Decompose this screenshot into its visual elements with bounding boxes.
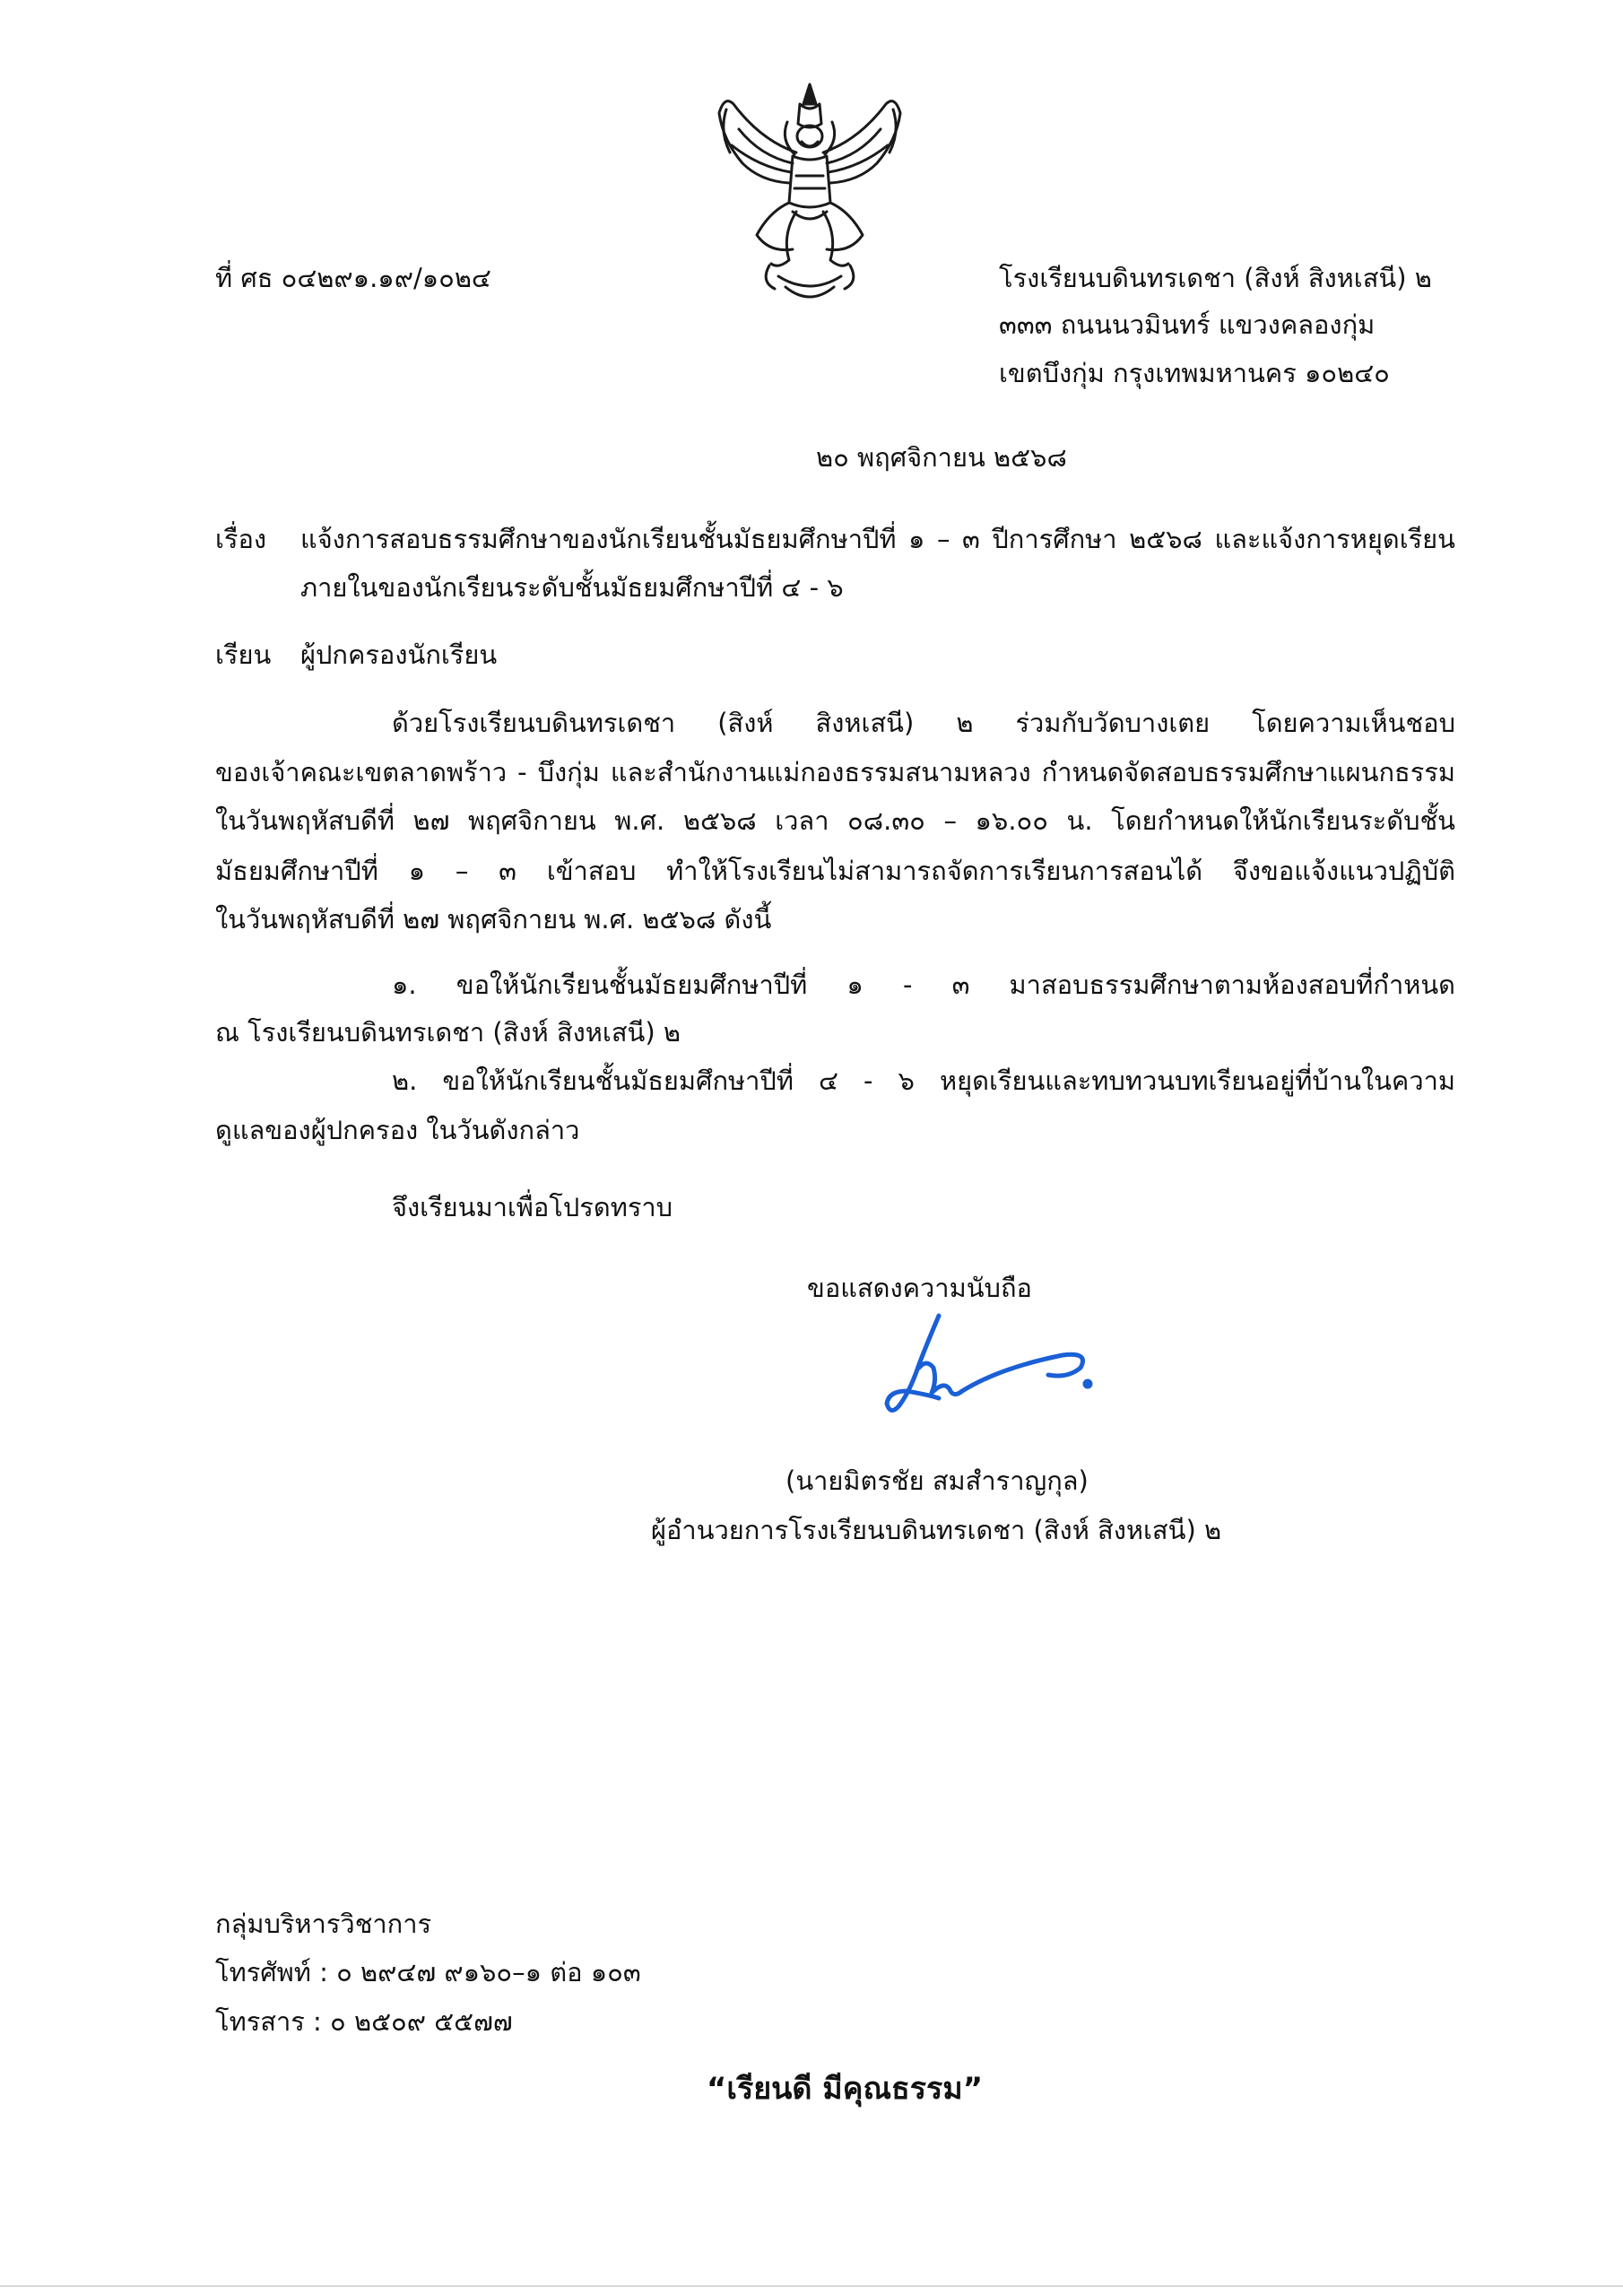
regards-text: ขอแสดงความนับถือ [807, 1273, 1032, 1303]
address-line: โรงเรียนบดินทรเดชา (สิงห์ สิงหเสนี) ๒ [999, 263, 1432, 293]
signatory-name: (นายมิตรชัย สมสำราญกุล) [785, 1465, 1089, 1496]
subject-line: แจ้งการสอบธรรมศึกษาของนักเรียนชั้นมัธยมศึกษาปีที่ ๑ – ๓ ปีการศึกษา ๒๕๖๘ และแจ้งการหยุดเรียน [300, 524, 1455, 554]
body-line: มัธยมศึกษาปีที่ ๑ – ๓ เข้าสอบ ทำให้โรงเรียนไม่สามารถจัดการเรียนการสอนได้ จึงขอแจ้งแนวปฏิบัติ [215, 856, 1455, 886]
department-name: กลุ่มบริหารวิชาการ [215, 1909, 432, 1939]
body-line: ในวันพฤหัสบดีที่ ๒๗ พฤศจิกายน พ.ศ. ๒๕๖๘ ดังนี้ [215, 904, 772, 935]
fax-number: โทรสาร : ๐ ๒๕๐๙ ๕๕๗๗ [215, 2006, 513, 2037]
garuda-emblem [707, 77, 913, 312]
body-line: ด้วยโรงเรียนบดินทรเดชา (สิงห์ สิงหเสนี) ๒ ร่วมกับวัดบางเตย โดยความเห็นชอบ [392, 708, 1455, 738]
salutation-label: เรียน [215, 639, 272, 670]
phone-number: โทรศัพท์ : ๐ ๒๙๔๗ ๙๑๖๐–๑ ต่อ ๑๐๓ [215, 1957, 641, 1987]
letter-date: ๒๐ พฤศจิกายน ๒๕๖๘ [816, 442, 1067, 473]
salutation-recipient: ผู้ปกครองนักเรียน [300, 639, 498, 670]
item-line: ๒. ขอให้นักเรียนชั้นมัธยมศึกษาปีที่ ๔ - ๖ หยุดเรียนและทบทวนบทเรียนอยู่ที่บ้านในความ [392, 1065, 1455, 1096]
item-line: ๑. ขอให้นักเรียนชั้นมัธยมศึกษาปีที่ ๑ - ๓ มาสอบธรรมศึกษาตามห้องสอบที่กำหนด [392, 970, 1455, 1000]
subject-line: ภายในของนักเรียนระดับชั้นมัธยมศึกษาปีที่ ๔ - ๖ [300, 572, 844, 603]
address-line: เขตบึงกุ่ม กรุงเทพมหานคร ๑๐๒๔๐ [999, 358, 1390, 388]
school-motto: “เรียนดี มีคุณธรรม” [707, 2071, 984, 2107]
reference-number: ที่ ศธ ๐๔๒๙๑.๑๙/๑๐๒๔ [215, 263, 491, 293]
address-line: ๓๓๓ ถนนนวมินทร์ แขวงคลองกุ่ม [999, 309, 1376, 340]
item-line: ดูแลของผู้ปกครอง ในวันดังกล่าว [215, 1115, 580, 1145]
handwritten-signature [856, 1305, 1098, 1439]
subject-label: เรื่อง [215, 524, 267, 554]
scan-edge [0, 2285, 1623, 2287]
item-line: ณ โรงเรียนบดินทรเดชา (สิงห์ สิงหเสนี) ๒ [215, 1017, 681, 1048]
closing-line: จึงเรียนมาเพื่อโปรดทราบ [392, 1192, 673, 1222]
signatory-position: ผู้อำนวยการโรงเรียนบดินทรเดชา (สิงห์ สิงหเสนี) ๒ [651, 1515, 1222, 1545]
body-line: ในวันพฤหัสบดีที่ ๒๗ พฤศจิกายน พ.ศ. ๒๕๖๘ เวลา ๐๘.๓๐ – ๑๖.๐๐ น. โดยกำหนดให้นักเรียนระดับชั้น [215, 805, 1455, 836]
body-line: ของเจ้าคณะเขตลาดพร้าว - บึงกุ่ม และสำนักงานแม่กองธรรมสนามหลวง กำหนดจัดสอบธรรมศึกษาแผนกธรรม [215, 757, 1455, 787]
